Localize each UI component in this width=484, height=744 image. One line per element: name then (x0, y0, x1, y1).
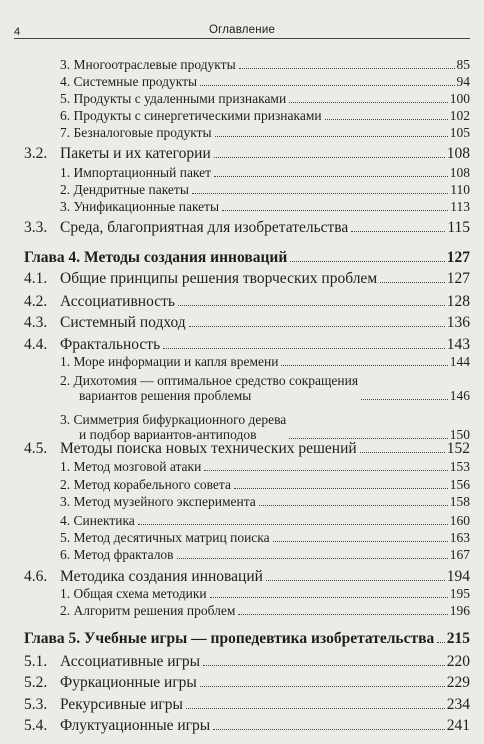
toc-entry-title: 4. Системные продукты (60, 74, 198, 89)
dot-leader (214, 157, 445, 158)
toc-entry-title: 2. Дендритные пакеты (60, 182, 189, 197)
toc-page-number: 229 (446, 674, 470, 691)
toc-page-number: 113 (450, 199, 470, 214)
toc-section-number: 4.4. (24, 336, 48, 353)
dot-leader (213, 729, 445, 730)
toc-page-number: 127 (446, 249, 470, 266)
dot-leader (203, 665, 445, 666)
toc-page-number: 156 (449, 477, 470, 492)
toc-page-number: 143 (446, 336, 470, 353)
dot-leader (273, 541, 448, 542)
dot-leader (239, 68, 455, 69)
toc-section (24, 146, 470, 161)
toc-subsection (60, 412, 470, 442)
toc-section (24, 220, 470, 235)
dot-leader (222, 210, 448, 211)
toc-page-number: 194 (446, 568, 470, 585)
toc-section-number: 4.6. (24, 568, 48, 585)
toc-section-number: 5.3. (24, 696, 48, 713)
toc-section-number: 4.3. (24, 314, 48, 331)
toc-entry-title: 5. Продукты с удаленными признаками (60, 91, 287, 106)
toc-entry-title: 6. Продукты с синергетическими признаками (60, 108, 322, 123)
toc-section (24, 718, 470, 733)
toc-section-number: 5.4. (24, 717, 48, 734)
dot-leader (214, 176, 448, 177)
dot-leader (325, 119, 448, 120)
toc-entry-title: 2. Дихотомия — оптимальное средство сокращения (60, 373, 359, 388)
toc-section (24, 697, 470, 712)
dot-leader (259, 505, 448, 506)
toc-section-number: 5.1. (24, 653, 48, 670)
toc-entry-title: Глава 5. Учебные игры — пропедевтика изобретательства (24, 630, 435, 647)
running-title: Оглавление (208, 24, 276, 36)
dot-leader (351, 231, 445, 232)
toc-page-number: 150 (449, 427, 470, 442)
toc-page-number: 241 (446, 717, 470, 734)
toc-page-number: 167 (449, 547, 470, 562)
toc-entry-title: 1. Метод мозговой атаки (60, 459, 202, 474)
toc-page-number: 94 (456, 74, 470, 89)
toc-page-number: 105 (449, 125, 470, 140)
toc-subsection (60, 477, 470, 492)
toc-section-number: 4.5. (24, 440, 48, 457)
toc-page-number: 100 (449, 91, 470, 106)
toc-entry-title: 1. Общая схема методики (60, 586, 207, 601)
toc-page-number: 234 (446, 696, 470, 713)
dot-leader (200, 686, 445, 687)
toc-subsection (60, 165, 470, 180)
toc-entry-title: Методы поиска новых технических решений (60, 440, 357, 457)
dot-leader (266, 580, 445, 581)
toc-chapter (24, 250, 470, 265)
toc-page-number: 146 (449, 388, 470, 403)
toc-entry-title: Среда, благоприятная для изобретательства (60, 219, 349, 236)
toc-page-number: 136 (446, 314, 470, 331)
dot-leader (361, 399, 448, 400)
toc-page-number: 102 (449, 108, 470, 123)
toc-subsection (60, 586, 470, 601)
toc-subsection (60, 513, 470, 528)
dot-leader (186, 708, 445, 709)
toc-page-number: 152 (446, 440, 470, 457)
toc-chapter (24, 631, 470, 646)
toc-entry-title-continued: и подбор вариантов-антиподов (79, 427, 257, 442)
toc-entry-title-continued: вариантов решения проблемы (79, 388, 252, 403)
toc-section (24, 569, 470, 584)
dot-leader (238, 614, 447, 615)
toc-entry-title: 2. Метод корабельного совета (60, 477, 231, 492)
toc-entry-title: 4. Синектика (60, 513, 135, 528)
toc-entry-title: 5. Метод десятичных матриц поиска (60, 530, 270, 545)
toc-page-number: 153 (449, 459, 470, 474)
toc-entry-title: Методика создания инноваций (60, 568, 263, 585)
toc-subsection (60, 603, 470, 618)
toc-page-number: 108 (446, 145, 470, 162)
toc-subsection (60, 530, 470, 545)
toc-page-number: 158 (449, 494, 470, 509)
dot-leader (215, 136, 448, 137)
toc-page-number: 128 (446, 293, 470, 310)
toc-section-number: 4.2. (24, 293, 48, 310)
toc-entry-title: Фрактальность (60, 336, 161, 353)
page-number: 4 (14, 26, 21, 38)
dot-leader (200, 85, 454, 86)
toc-section-number: 3.3. (24, 219, 48, 236)
dot-leader (192, 193, 448, 194)
toc-page-number: 108 (449, 165, 470, 180)
dot-leader (289, 102, 448, 103)
toc-subsection (60, 459, 470, 474)
toc-page-number: 115 (447, 219, 470, 236)
toc-page-number: 110 (450, 182, 470, 197)
toc-subsection (60, 74, 470, 89)
dot-leader (437, 642, 445, 643)
dot-leader (290, 261, 444, 262)
toc-subsection (60, 182, 470, 197)
toc-subsection (60, 108, 470, 123)
toc-entry-title: 3. Унификационные пакеты (60, 199, 220, 214)
toc-entry-title: Общие принципы решения творческих проблем (60, 270, 378, 287)
toc-page-number: 163 (449, 530, 470, 545)
toc-entry-title: Пакеты и их категории (60, 145, 211, 162)
toc-entry-title: Флуктуационные игры (60, 717, 211, 734)
dot-leader (177, 558, 448, 559)
toc-subsection (60, 547, 470, 562)
toc-section (24, 441, 470, 456)
toc-entry-title: 7. Безналоговые продукты (60, 125, 212, 140)
toc-section (24, 294, 470, 309)
toc-section (24, 271, 470, 286)
toc-subsection (60, 373, 470, 403)
toc-entry-title: 2. Алгоритм решения проблем (60, 603, 236, 618)
toc-page-number: 195 (449, 586, 470, 601)
toc-subsection (60, 125, 470, 140)
toc-entry-title: 3. Метод музейного эксперимента (60, 494, 256, 509)
toc-entry-title: 1. Море информации и капля времени (60, 354, 279, 369)
toc-entry-title: Рекурсивные игры (60, 696, 183, 713)
toc-page-number: 160 (449, 513, 470, 528)
toc-page-number: 220 (446, 653, 470, 670)
toc-section (24, 337, 470, 352)
dot-leader (289, 438, 447, 439)
toc-entry-title: Ассоциативность (60, 293, 175, 310)
toc-entry-title: Фуркационные игры (60, 674, 197, 691)
toc-entry-title: 1. Импортационный пакет (60, 165, 212, 180)
dot-leader (380, 282, 445, 283)
toc-section-number: 3.2. (24, 145, 48, 162)
dot-leader (210, 597, 448, 598)
toc-entry-title: Глава 4. Методы создания инноваций (24, 249, 288, 266)
toc-entry-title: 3. Симметрия бифуркационного дерева (60, 412, 287, 427)
toc-entry-title: 3. Многоотраслевые продукты (60, 57, 236, 72)
toc-subsection (60, 494, 470, 509)
toc-entry-title: Системный подход (60, 314, 186, 331)
toc-entry-title: Ассоциативные игры (60, 653, 201, 670)
toc-subsection (60, 57, 470, 72)
dot-leader (178, 305, 445, 306)
dot-leader (281, 365, 447, 366)
toc-section (24, 315, 470, 330)
toc-page-number: 215 (446, 630, 470, 647)
toc-section-number: 5.2. (24, 674, 48, 691)
toc-subsection (60, 91, 470, 106)
dot-leader (234, 488, 448, 489)
toc-page-number: 85 (456, 57, 470, 72)
toc-subsection (60, 354, 470, 369)
dot-leader (189, 326, 445, 327)
dot-leader (163, 348, 445, 349)
toc-page-number: 127 (446, 270, 470, 287)
dot-leader (138, 524, 448, 525)
toc-page-number: 196 (449, 603, 470, 618)
toc-subsection (60, 199, 470, 214)
dot-leader (204, 470, 447, 471)
toc-entry-title: 6. Метод фракталов (60, 547, 174, 562)
toc-page-number: 144 (449, 354, 470, 369)
toc-section (24, 675, 470, 690)
dot-leader (360, 452, 445, 453)
toc-section (24, 654, 470, 669)
toc-section-number: 4.1. (24, 270, 48, 287)
